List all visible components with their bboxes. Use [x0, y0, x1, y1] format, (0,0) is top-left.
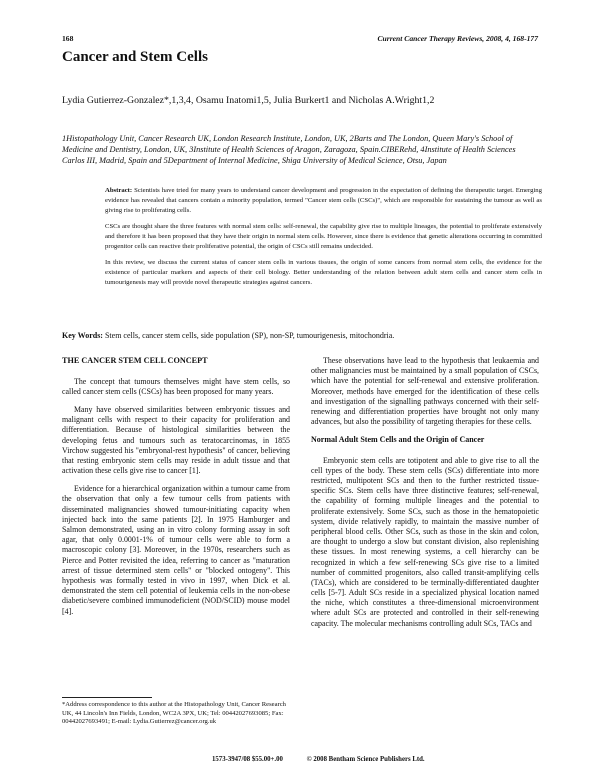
abstract	[105, 186, 542, 294]
left-paragraph-2: Many have observed similarities between embryonic tissues and malignant cells with respect to their capacity for proliferation and differentiation. Because of histological similarities between the developing fetus and tumours such as teratocarcinomas, in 1855 Virchow suggested his "embryonal-rest hypothesis" of cancer, believing that resting embryonic stem cells may reside in adult tissue and that activation these cells give rise to cancer [1].	[62, 404, 290, 476]
keywords-label: Key Words:	[62, 331, 103, 340]
page-footer	[212, 756, 425, 763]
page-number: 168	[62, 34, 74, 43]
issn-price: 1573-3947/08 $55.00+.00	[212, 756, 283, 763]
section-heading-normal-adult-stem-cells: Normal Adult Stem Cells and the Origin of Cancer	[311, 435, 485, 445]
section-heading-csc-concept: THE CANCER STEM CELL CONCEPT	[62, 356, 208, 365]
keywords	[62, 331, 542, 340]
affiliations: 1Histopathology Unit, Cancer Research UK, London Research Institute, London, UK, 2Barts and The London, Queen Mary's School of Medicine and Dentistry, London, UK, 3Institute of Health Sciences of Aragon, Zaragoza, Spain.CIBERehd, 4Institute of Health Sciences Carlos III, Madrid, Spain and 5Department of Internal Medicine, Shiga University of Medical Science, Otsu, Japan	[62, 134, 516, 166]
abstract-paragraph-1: Scientists have tried for many years to understand cancer development and progression in the expectation of defining the therapeutic target. Emerging evidence has revealed that cancers contain a minority population, termed "Cancer stem cells (CSCs)", which are responsible for sustaining the tumour as well as giving rise to proliferating cells.	[105, 187, 542, 215]
left-paragraph-1: The concept that tumours themselves might have stem cells, so called cancer stem cells (CSCs) has been proposed for many years.	[62, 376, 290, 396]
article-title: Cancer and Stem Cells	[62, 49, 208, 65]
left-column	[62, 356, 290, 625]
right-paragraph-2: Embryonic stem cells are totipotent and able to give rise to all the cell types of the body. These stem cells (SCs) differentiate into more restricted, multipotent SCs and then to the further restricted tissue-specific SCs. Stem cells have three distinctive features; self-renewal, the capability of forming multiple lineages and the potential to proliferate extensively. Some SCs, such as those in the hematopoietic system, divide relatively rapidly, to maintain the massive number of peripheral blood cells. Other SCs, such as those in the skin and colon, are thought to undergo a slow but constant division, also replenishing these tissues. In most renewing systems, a cell hierarchy can be recognized in which a few self-renewing SCs give rise to a limited number of committed progenitors, also called transit-amplifying cells (TACs), which are considered to be terminally-differentiated daughter cells [5-7]. Adult SCs reside in a specialized physical location named the niche, which constitutes a three-dimensional microenvironment where adult SCs are protected and controlled in their self-renewing capacity. The molecular mechanisms controlling adult SCs, TACs and	[311, 455, 539, 628]
abstract-paragraph-2: CSCs are thought share the three features with normal stem cells: self-renewal, the capability give rise to multiple lineages, the potential to proliferate extensively and therefore it has been proposed that they have their origin in normal stem cells. However, since there is evidence that genetic alterations occurring in committed progenitor cells can reactive their proliferative potential, the origin of CSCs still remains undecided.	[105, 223, 542, 251]
author-list: Lydia Gutierrez-Gonzalez*,1,3,4, Osamu Inatomi1,5, Julia Burkert1 and Nicholas A.Wright1,2	[62, 95, 435, 106]
keywords-text: Stem cells, cancer stem cells, side population (SP), non-SP, tumourigenesis, mitochondria.	[104, 331, 395, 340]
correspondence-footnote: *Address correspondence to this author at the Histopathology Unit, Cancer Research UK, 44 Lincoln's Inn Fields, London, WC2A 3PX, UK; Tel: 00442027693085; Fax: 00442027693491; E-mail: Lydia.Gutierrez@cancer.org.uk	[62, 701, 286, 726]
journal-citation: Current Cancer Therapy Reviews, 2008, 4, 168-177	[377, 34, 538, 43]
right-column	[311, 356, 539, 637]
right-paragraph-1: These observations have lead to the hypothesis that leukaemia and other malignancies must be maintained by a small population of CSCs, which have the potential for self-renewal and extensive proliferation. Moreover, methods have emerged for the identification of these cells and investigation of the signalling pathways concerned with their self-renewing and differentiation properties have brought not only many advances, but also the possibility of targeting therapies for these cells.	[311, 356, 539, 427]
footnote-divider	[62, 697, 152, 698]
left-paragraph-3: Evidence for a hierarchical organization within a tumour came from the observation that only a few tumour cells from patients with disseminated malignancies showed tumour-initiating capacity when injected back into the same patients [2]. In 1975 Hamburger and Salmon demonstrated, using an in vitro colony forming assay in soft agar, that only 0.0001-1% of tumour cells were able to form a macroscopic colony [3]. Moreover, in the 1970s, researchers such as Pierce and Potter revisited the idea, referring to cancer as "maturation arrest of tissue determined stem cells" or "blocked ontogeny". This hypothesis was formally tested in vivo in 1997, when Dick et al. demonstrated the stem cell potential of leukemia cells in the non-obese diabetic/severe combined immunodeficient (NOD/SCID) mouse model [4].	[62, 484, 290, 616]
abstract-paragraph-3: In this review, we discuss the current status of cancer stem cells in various tissues, the origin of some cancers from normal stem cells, the evidence for the existence of particular markers and aspects of their cell biology. Better understanding of the relation between adult stem cells and cancer stem cells in tumourigenesis may will provide novel therapeutic strategies against cancers.	[105, 259, 542, 287]
copyright: © 2008 Bentham Science Publishers Ltd.	[306, 756, 425, 763]
abstract-label: Abstract:	[105, 187, 133, 194]
